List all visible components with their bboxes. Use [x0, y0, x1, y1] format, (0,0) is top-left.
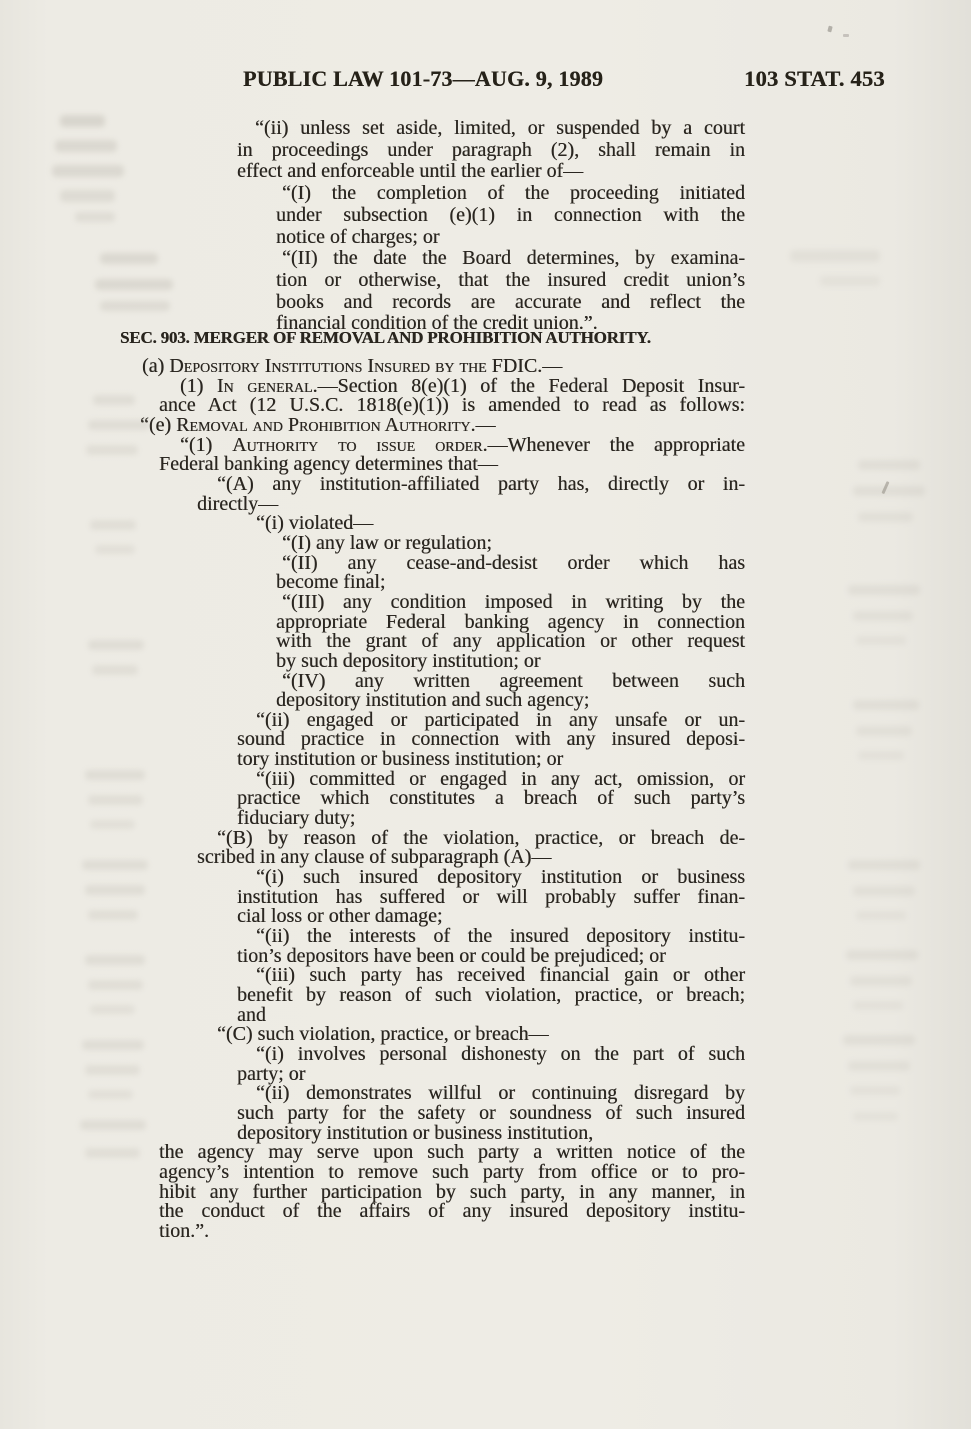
bleed-through-smudge — [846, 950, 918, 960]
text-segment: benefit by reason of such violation, practice, or breach; — [237, 984, 745, 1006]
bleed-through-smudge — [853, 611, 913, 621]
text-segment: books and records are accurate and reflect the — [276, 290, 745, 313]
text-segment: Authority to issue order. — [232, 433, 488, 456]
text-segment: “(I) the completion of the proceeding initiated — [282, 182, 745, 205]
text-segment: “(i) violated— — [256, 512, 374, 535]
bleed-through-smudge — [95, 279, 173, 290]
text-segment: such party for the safety or soundness of such insured — [237, 1101, 745, 1124]
bleed-through-smudge — [86, 445, 138, 455]
bleed-through-smudge — [80, 1120, 146, 1130]
body-block-2 — [0, 357, 971, 1242]
text-line — [237, 986, 745, 1006]
text-segment: scribed in any clause of subparagraph (A)— — [197, 846, 552, 869]
text-segment: effect and enforceable until the earlier of— — [237, 160, 584, 183]
text-segment: party; or — [237, 1062, 306, 1085]
text-segment: the conduct of the affairs of any insured depository institu- — [159, 1200, 745, 1223]
text-segment: Removal and Prohibition Authority. — [176, 413, 476, 436]
text-segment: and — [237, 1003, 266, 1026]
bleed-through-smudge — [820, 276, 880, 286]
text-segment: “(IV) any written agreement between such — [282, 669, 745, 692]
text-line — [159, 1202, 745, 1222]
bleed-through-smudge — [848, 1061, 910, 1071]
text-segment: practice which constitutes a breach of such party’s — [237, 787, 745, 810]
text-segment: — — [475, 413, 496, 436]
bleed-through-smudge — [100, 253, 158, 264]
bleed-through-smudge — [88, 910, 138, 920]
running-head-stat-page: 103 STAT. 453 — [744, 66, 885, 91]
text-segment: “(iii) such party has received financial gain or other — [256, 964, 745, 987]
bleed-through-smudge — [60, 115, 105, 127]
text-segment: “(III) any condition imposed in writing by the — [282, 590, 745, 613]
text-segment: tory institution or business institution; or — [237, 748, 564, 771]
bleed-through-smudge — [82, 1040, 144, 1050]
bleed-through-smudge — [100, 301, 170, 311]
text-segment: tion’s depositors have been or could be prejudiced; or — [237, 944, 666, 967]
bleed-through-smudge — [85, 1065, 140, 1075]
bleed-through-smudge — [90, 1005, 135, 1014]
text-segment: by such depository institution; or — [276, 649, 541, 672]
bleed-through-smudge — [850, 1086, 900, 1095]
bleed-through-smudge — [856, 726, 912, 736]
text-segment: tion.”. — [159, 1219, 209, 1242]
text-line — [159, 1219, 971, 1242]
text-segment: tion or otherwise, that the insured credit union’s — [276, 268, 745, 291]
bleed-through-smudge — [856, 911, 906, 920]
text-segment: cial loss or other damage; — [237, 905, 443, 928]
bleed-through-smudge — [858, 512, 913, 522]
scan-speck — [827, 26, 832, 33]
bleed-through-smudge — [858, 751, 904, 760]
bleed-through-smudge — [90, 520, 136, 530]
text-line — [282, 248, 745, 270]
text-line — [237, 161, 971, 183]
text-line — [282, 183, 745, 205]
text-segment: depository institution and such agency; — [276, 689, 590, 712]
text-line — [276, 205, 745, 227]
bleed-through-smudge — [85, 885, 145, 895]
bleed-through-smudge — [55, 140, 117, 152]
bleed-through-smudge — [88, 795, 143, 805]
text-segment: institution has suffered or will probably suffer finan- — [237, 885, 745, 908]
bleed-through-smudge — [85, 770, 145, 780]
text-segment: (1) — [180, 374, 217, 397]
text-segment: “(I) any law or regulation; — [282, 531, 492, 554]
bleed-through-smudge — [853, 486, 925, 496]
text-line — [276, 270, 745, 292]
bleed-through-smudge — [853, 1001, 903, 1010]
text-segment: directly— — [197, 492, 279, 515]
text-segment: “(C) such violation, practice, or breach— — [217, 1023, 549, 1046]
text-segment: —Section 8(e)(1) of the Federal Deposit Insur- — [317, 374, 745, 397]
bleed-through-smudge — [856, 636, 906, 645]
bleed-through-smudge — [853, 700, 919, 710]
text-segment: “(i) involves personal dishonesty on the part of such — [256, 1042, 745, 1065]
text-segment: “(A) any institution-affiliated party has, directly or in- — [217, 472, 745, 495]
bleed-through-smudge — [88, 1090, 133, 1099]
text-segment: under subsection (e)(1) in connection with the — [276, 203, 745, 226]
text-line — [256, 1042, 745, 1065]
text-segment: financial condition of the credit union.”. — [276, 312, 598, 335]
text-segment: Depository Institutions Insured by the FDIC. — [169, 355, 543, 377]
bleed-through-smudge — [850, 976, 912, 986]
bleed-through-smudge — [82, 860, 148, 870]
text-segment: “(ii) the interests of the insured depository institu- — [256, 925, 745, 948]
text-segment: agency’s intention to remove such party from office or to pro- — [159, 1160, 745, 1183]
bleed-through-smudge — [60, 190, 115, 202]
bleed-through-smudge — [843, 1035, 915, 1045]
text-segment: notice of charges; or — [276, 225, 440, 248]
text-line — [255, 118, 745, 140]
bleed-through-smudge — [85, 955, 145, 965]
text-segment: sound practice in connection with any insured deposi- — [237, 728, 745, 751]
text-segment: “(B) by reason of the violation, practice, or breach de- — [217, 826, 745, 849]
text-segment: (a) — [142, 355, 170, 377]
bleed-through-smudge — [88, 640, 144, 650]
text-segment: appropriate Federal banking agency in connection — [276, 610, 745, 633]
text-segment: — — [542, 355, 563, 377]
bleed-through-smudge — [85, 1148, 140, 1158]
text-segment: “(1) — [180, 433, 233, 456]
text-segment: the agency may serve upon such party a written notice of the — [159, 1141, 745, 1164]
bleed-through-smudge — [848, 860, 920, 870]
text-segment: fiduciary duty; — [237, 807, 356, 830]
section-heading: SEC. 903. MERGER OF REMOVAL AND PROHIBITION AUTHORITY. — [120, 328, 651, 347]
text-segment: ance Act (12 U.S.C. 1818(e)(1)) is amended to read as follows: — [159, 394, 745, 417]
running-head-law-number: PUBLIC LAW 101-73—AUG. 9, 1989 — [243, 66, 604, 91]
bleed-through-smudge — [858, 460, 920, 470]
text-line — [217, 472, 745, 495]
text-line — [276, 227, 971, 249]
text-segment: “(II) any cease-and-desist order which has — [282, 551, 745, 574]
bleed-through-smudge — [75, 212, 115, 222]
bleed-through-smudge — [853, 886, 915, 896]
text-segment: in proceedings under paragraph (2), shall remain in — [237, 138, 745, 161]
text-segment: hibit any further participation by such party, in any manner, in — [159, 1180, 745, 1203]
bleed-through-smudge — [88, 420, 150, 430]
text-line — [237, 140, 745, 162]
bleed-through-smudge — [52, 165, 124, 177]
bleed-through-smudge — [93, 395, 135, 405]
bleed-through-smudge — [92, 665, 138, 675]
text-segment: In general. — [216, 374, 318, 397]
bleed-through-smudge — [88, 980, 143, 990]
bleed-through-smudge — [90, 820, 135, 829]
text-segment: —Whenever the appropriate — [487, 433, 745, 456]
text-segment: “(i) such insured depository institution or business — [256, 866, 745, 889]
bleed-through-smudge — [95, 545, 135, 554]
text-segment: depository institution or business institution, — [237, 1121, 594, 1144]
scan-speck — [843, 34, 849, 37]
text-line — [276, 292, 745, 314]
bleed-through-smudge — [790, 250, 880, 262]
text-segment: “(ii) unless set aside, limited, or suspended by a court — [255, 117, 745, 139]
text-segment: “(ii) demonstrates willful or continuing disregard by — [256, 1082, 745, 1105]
text-segment: become final; — [276, 571, 386, 594]
text-segment: “(iii) committed or engaged in any act, omission, or — [256, 767, 745, 790]
bleed-through-smudge — [853, 1112, 898, 1121]
bleed-through-smudge — [848, 585, 920, 595]
text-segment: “(ii) engaged or participated in any unsafe or un- — [256, 708, 745, 731]
text-segment: with the grant of any application or other request — [276, 630, 745, 653]
text-segment: “(e) — [140, 413, 177, 436]
text-segment: Federal banking agency determines that— — [159, 453, 498, 476]
text-segment: “(II) the date the Board determines, by examina- — [282, 247, 745, 270]
